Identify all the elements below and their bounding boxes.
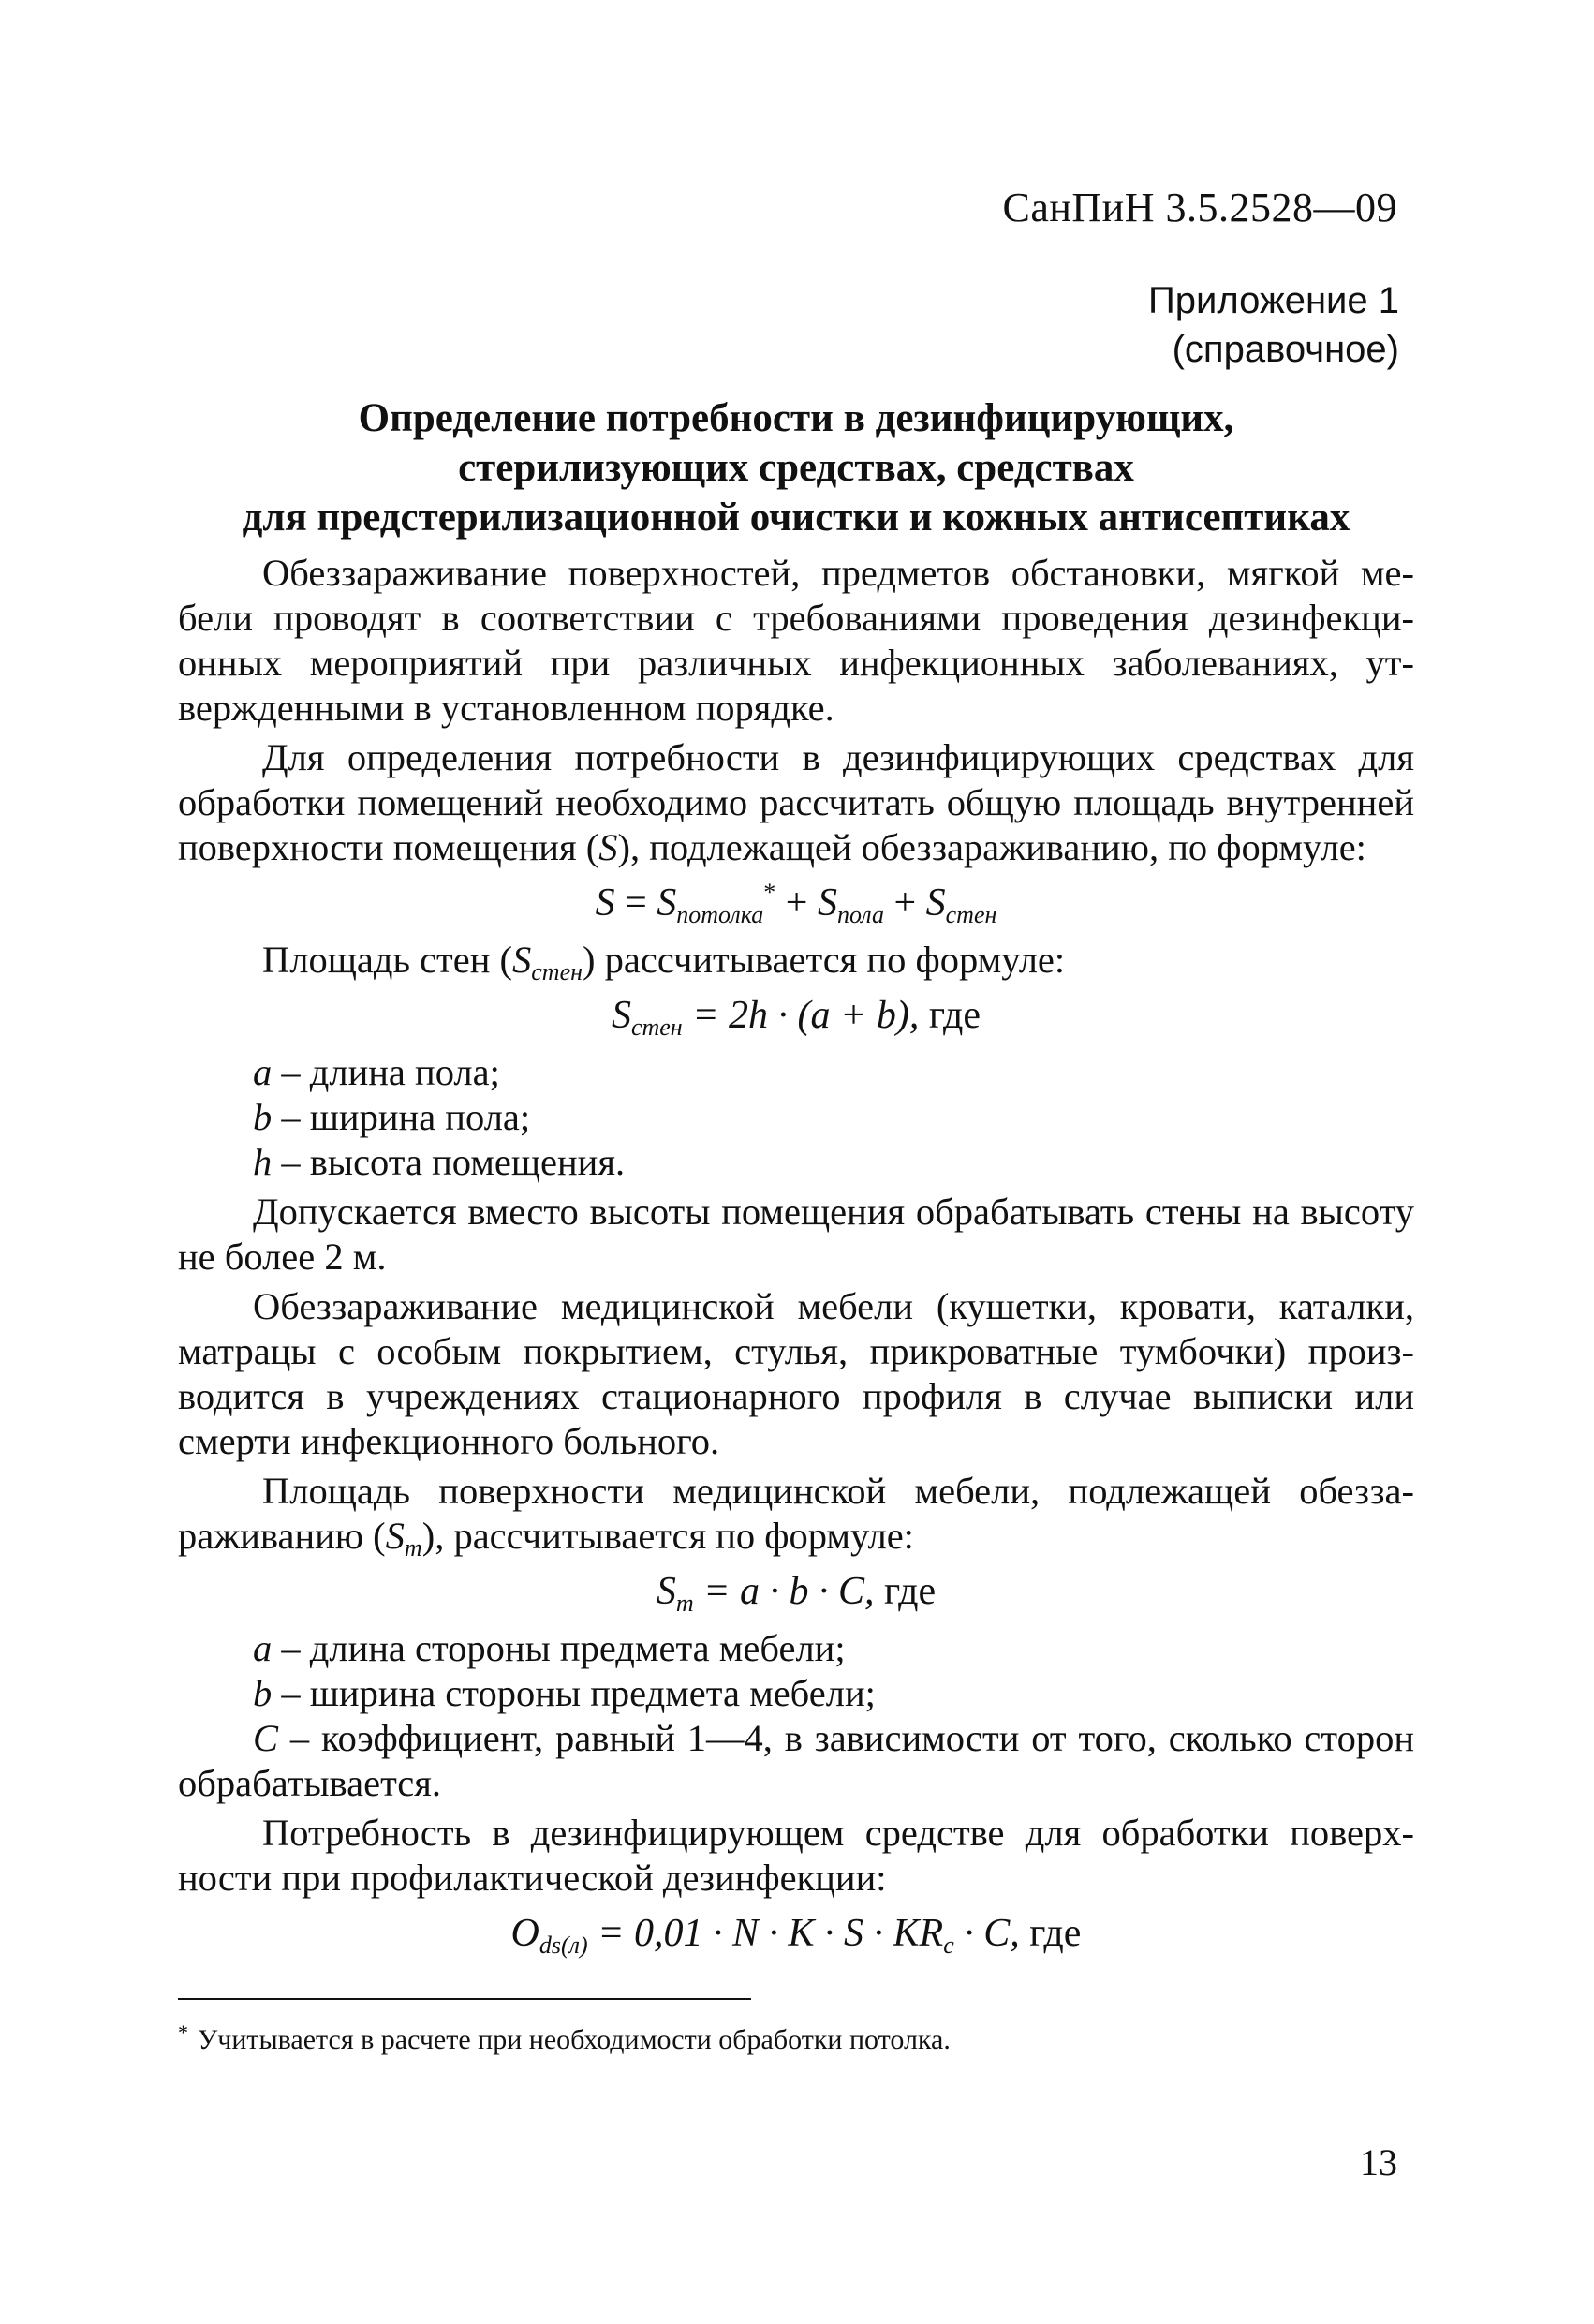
- formula-term: S: [657, 881, 677, 925]
- paragraph-furniture-area: [178, 1469, 1414, 1562]
- text-segment: ) рассчитывается по формуле:: [583, 939, 1066, 981]
- definition-variable: a: [253, 1627, 273, 1669]
- definition-text: – высота помещения.: [272, 1141, 626, 1183]
- definition-item: [178, 1095, 1414, 1140]
- formula-subscript: стен: [945, 901, 997, 928]
- paragraph-room-area: [178, 735, 1414, 870]
- definition-text: – длина пола;: [272, 1051, 500, 1093]
- footnote-mark: *: [178, 2021, 188, 2044]
- page-number: 13: [1360, 2141, 1397, 2183]
- formula-term: S: [656, 1570, 676, 1613]
- definition-text: – ширина стороны предмета мебели;: [272, 1672, 876, 1714]
- formula-subscript: стен: [630, 1014, 683, 1041]
- formula-expression: = 0,01 · N · K · S · KR: [587, 1912, 944, 1955]
- formula-where: где: [1019, 1912, 1082, 1955]
- appendix-number: Приложение 1: [1148, 280, 1399, 321]
- formula-total-area: [178, 878, 1414, 928]
- definition-item: [178, 1716, 1414, 1806]
- definitions-furniture: [178, 1626, 1414, 1806]
- formula-wall-area: [178, 990, 1414, 1041]
- formula-term: S: [925, 881, 946, 925]
- definition-text: – длина стороны предмета мебели;: [272, 1627, 846, 1669]
- formula-subscript: ds(л): [539, 1932, 588, 1959]
- appendix-label: [1148, 276, 1399, 374]
- definition-item: [178, 1671, 1414, 1716]
- definition-variable: a: [253, 1051, 273, 1093]
- text-segment: ), рассчитывается по формуле:: [421, 1515, 914, 1557]
- formula-term: S: [595, 881, 615, 925]
- formula-subscript: пола: [836, 901, 884, 928]
- paragraph-disinfectant-need: Потребность в дезинфицирующем средстве для обработки поверхности при профилактической дезинфекции:: [178, 1812, 1414, 1899]
- formula-term: O: [510, 1912, 539, 1955]
- footnote-divider: [178, 1998, 751, 2000]
- definition-text: – ширина пола;: [272, 1096, 531, 1138]
- text-segment: ), подлежащей обеззараживанию, по формуле:: [617, 826, 1366, 868]
- formula-expression: = 2h · (a + b),: [682, 994, 920, 1037]
- footnote: [178, 2014, 951, 2059]
- text-segment: Площадь поверхности медицинской мебели, подлежащей обеззараживанию (: [178, 1470, 1414, 1557]
- footnote-reference-mark: *: [763, 879, 776, 906]
- variable-subscript: m: [404, 1534, 422, 1562]
- variable-s: S: [512, 939, 532, 981]
- footnote-text: Учитывается в расчете при необходимости обработки потолка.: [198, 2024, 951, 2055]
- formula-subscript: m: [675, 1590, 694, 1617]
- formula-operator: =: [614, 881, 657, 925]
- title-line-2: стерилизующих средствах, средствах: [458, 446, 1134, 490]
- paragraph-wall-height: Допускается вместо высоты помещения обрабатывать стены на высоту не более 2 м.: [178, 1191, 1414, 1278]
- definition-item: [178, 1140, 1414, 1185]
- variable-s: S: [385, 1515, 405, 1557]
- formula-term: S: [817, 881, 837, 925]
- definition-variable: b: [253, 1672, 273, 1714]
- definition-item: [178, 1050, 1414, 1095]
- formula-operator: +: [883, 881, 926, 925]
- title-line-3: для предстерилизационной очистки и кожных антисептиках: [242, 496, 1350, 540]
- appendix-type: (справочное): [1172, 329, 1399, 370]
- formula-subscript: c: [943, 1932, 954, 1959]
- title-line-1: Определение потребности в дезинфицирующих,: [358, 396, 1234, 440]
- variable-s: S: [598, 826, 618, 868]
- text-segment: Для определения потребности в дезинфицирующих средствах для обработки помещений необходимо рассчитать общую площадь внутренней поверхности помещения (: [178, 736, 1414, 868]
- definition-item: [178, 1626, 1414, 1671]
- formula-term: S: [611, 994, 631, 1037]
- paragraph-disinfection-surfaces: Обеззараживание поверхностей, предметов обстановки, мягкой мебели проводят в соответствии с требованиями проведения дезинфекционных мероприятий при различных инфекционных заболеваниях, утвержденными в установленном порядке.: [178, 552, 1414, 729]
- definition-text: – коэффициент, равный 1—4, в зависимости от того, сколько сторон обрабатывается.: [178, 1717, 1414, 1804]
- paragraph-medical-furniture: Обеззараживание медицинской мебели (кушетки, кровати, каталки, матрацы с особым покрытием, стулья, прикроватные тумбочки) производится в учреждениях стационарного профиля в случае выписки или смерти инфекционного больного.: [178, 1285, 1414, 1462]
- formula-furniture-area: [178, 1566, 1414, 1617]
- definitions-wall: [178, 1050, 1414, 1185]
- formula-disinfectant-need: [178, 1908, 1414, 1959]
- variable-subscript: стен: [531, 958, 583, 985]
- formula-expression: · C,: [953, 1912, 1020, 1955]
- definition-variable: C: [253, 1717, 279, 1759]
- document-body: [178, 551, 1414, 1968]
- definition-variable: h: [253, 1141, 273, 1183]
- formula-operator: +: [775, 881, 818, 925]
- text-segment: Площадь стен (: [262, 939, 513, 981]
- definition-variable: b: [253, 1096, 273, 1138]
- paragraph-wall-area: [178, 938, 1414, 983]
- formula-where: где: [874, 1570, 937, 1613]
- formula-where: где: [919, 994, 981, 1037]
- section-title: [150, 393, 1442, 542]
- formula-subscript: потолка: [676, 901, 764, 928]
- document-code-header: СанПиН 3.5.2528—09: [1002, 185, 1397, 230]
- formula-expression: = a · b · C,: [693, 1570, 875, 1613]
